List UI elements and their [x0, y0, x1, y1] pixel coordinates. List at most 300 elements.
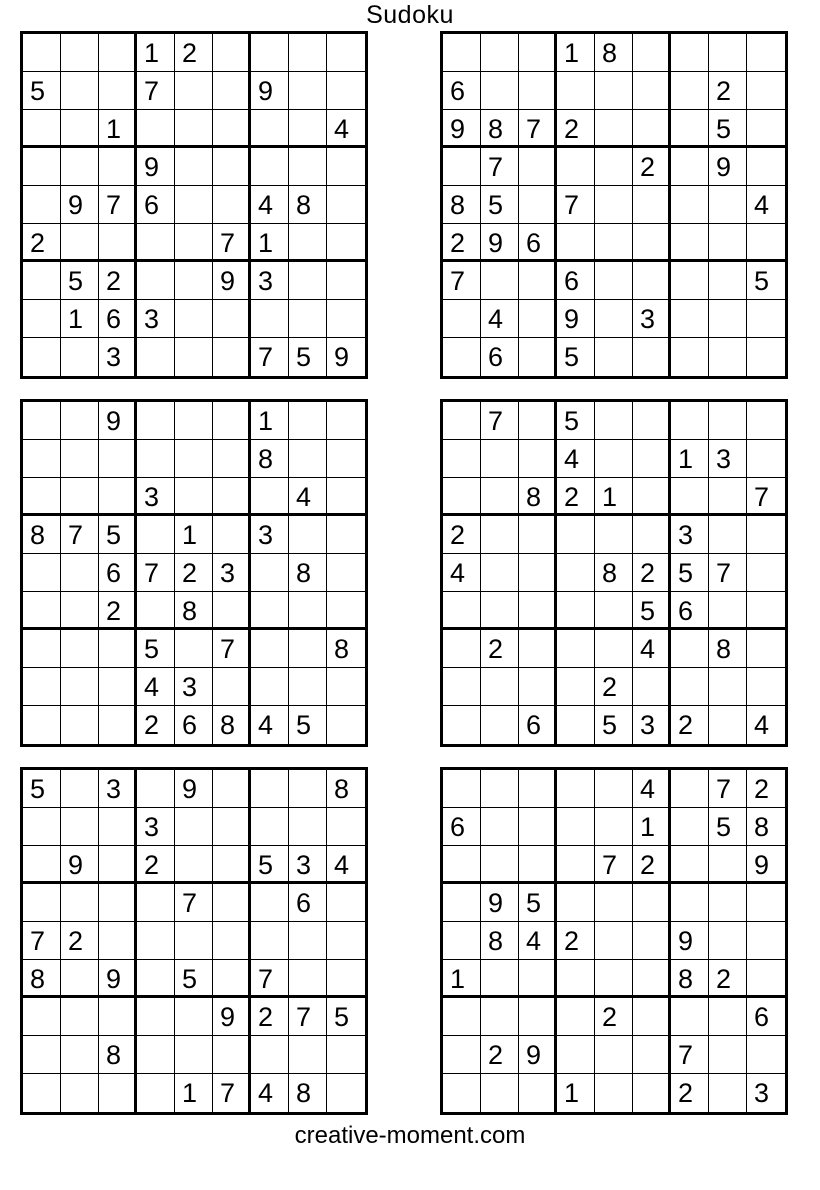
sudoku-cell: 4: [251, 706, 289, 744]
sudoku-cell: [327, 440, 365, 478]
sudoku-cell: [443, 706, 481, 744]
sudoku-cell: [671, 668, 709, 706]
sudoku-cell: 7: [747, 478, 785, 516]
sudoku-cell: [137, 770, 175, 808]
sudoku-cell: [709, 186, 747, 224]
sudoku-cell: [23, 1036, 61, 1074]
sudoku-cell: [23, 592, 61, 630]
sudoku-cell: [633, 998, 671, 1036]
sudoku-cell: [671, 72, 709, 110]
sudoku-cell: [557, 630, 595, 668]
sudoku-cell: 1: [557, 34, 595, 72]
sudoku-cell: 6: [175, 706, 213, 744]
sudoku-cell: 4: [747, 186, 785, 224]
sudoku-cell: [327, 1036, 365, 1074]
sudoku-cell: 3: [99, 338, 137, 376]
sudoku-cell: [557, 960, 595, 998]
sudoku-cell: [671, 224, 709, 262]
sudoku-cell: 3: [213, 554, 251, 592]
sudoku-cell: 8: [213, 706, 251, 744]
sudoku-cell: 2: [175, 554, 213, 592]
sudoku-cell: [251, 808, 289, 846]
sudoku-cell: 7: [519, 110, 557, 148]
sudoku-cell: [213, 846, 251, 884]
sudoku-cell: [61, 808, 99, 846]
sudoku-cell: [289, 34, 327, 72]
sudoku-cell: [251, 884, 289, 922]
sudoku-cell: [99, 224, 137, 262]
sudoku-cell: [595, 630, 633, 668]
sudoku-cell: [481, 34, 519, 72]
sudoku-cell: [443, 440, 481, 478]
sudoku-cell: 3: [289, 846, 327, 884]
sudoku-cell: [213, 440, 251, 478]
sudoku-cell: [481, 960, 519, 998]
sudoku-cell: [327, 884, 365, 922]
sudoku-cell: [443, 884, 481, 922]
sudoku-cell: 5: [137, 630, 175, 668]
sudoku-cell: [443, 402, 481, 440]
sudoku-cell: [595, 884, 633, 922]
sudoku-cell: 1: [251, 402, 289, 440]
sudoku-cell: 7: [213, 630, 251, 668]
sudoku-cell: [709, 1074, 747, 1112]
sudoku-cell: [327, 1074, 365, 1112]
sudoku-cell: 1: [251, 224, 289, 262]
sudoku-cell: [519, 554, 557, 592]
sudoku-cell: [23, 262, 61, 300]
sudoku-cell: [595, 338, 633, 376]
sudoku-cell: 8: [289, 1074, 327, 1112]
sudoku-cell: 5: [709, 808, 747, 846]
sudoku-cell: 8: [289, 554, 327, 592]
puzzle-grid-container: [0, 29, 820, 1115]
sudoku-cell: [175, 186, 213, 224]
sudoku-cell: [251, 668, 289, 706]
sudoku-cell: 9: [137, 148, 175, 186]
sudoku-cell: [519, 592, 557, 630]
sudoku-cell: [481, 592, 519, 630]
sudoku-cell: [481, 478, 519, 516]
sudoku-cell: [633, 516, 671, 554]
sudoku-cell: [443, 770, 481, 808]
sudoku-cell: [671, 478, 709, 516]
sudoku-cell: [213, 668, 251, 706]
sudoku-cell: 3: [251, 262, 289, 300]
sudoku-cell: 2: [671, 706, 709, 744]
sudoku-cell: [99, 478, 137, 516]
sudoku-cell: 8: [289, 186, 327, 224]
sudoku-cell: [519, 338, 557, 376]
sudoku-cell: [671, 846, 709, 884]
sudoku-cell: 6: [481, 338, 519, 376]
sudoku-cell: 1: [595, 478, 633, 516]
sudoku-cell: 7: [213, 224, 251, 262]
sudoku-cell: 2: [633, 554, 671, 592]
sudoku-cell: 2: [443, 516, 481, 554]
sudoku-cell: [747, 554, 785, 592]
sudoku-cell: [99, 148, 137, 186]
sudoku-cell: 9: [99, 960, 137, 998]
sudoku-cell: [23, 630, 61, 668]
sudoku-cell: [137, 262, 175, 300]
sudoku-cell: [137, 922, 175, 960]
sudoku-cell: 3: [671, 516, 709, 554]
sudoku-cell: [519, 630, 557, 668]
sudoku-cell: 2: [747, 770, 785, 808]
sudoku-cell: [23, 1074, 61, 1112]
sudoku-cell: 6: [99, 300, 137, 338]
sudoku-cell: [633, 960, 671, 998]
sudoku-cell: 2: [557, 110, 595, 148]
sudoku-cell: [709, 338, 747, 376]
sudoku-cell: 4: [481, 300, 519, 338]
sudoku-cell: [61, 706, 99, 744]
sudoku-puzzle-5: [20, 767, 368, 1115]
sudoku-cell: [213, 960, 251, 998]
sudoku-cell: [251, 630, 289, 668]
sudoku-cell: [99, 808, 137, 846]
sudoku-cell: [289, 110, 327, 148]
sudoku-cell: [481, 770, 519, 808]
sudoku-cell: [633, 1036, 671, 1074]
sudoku-cell: [251, 110, 289, 148]
sudoku-cell: [671, 998, 709, 1036]
sudoku-cell: 2: [99, 592, 137, 630]
sudoku-cell: [519, 440, 557, 478]
sudoku-cell: [519, 262, 557, 300]
sudoku-cell: [99, 884, 137, 922]
sudoku-cell: [23, 846, 61, 884]
sudoku-cell: [99, 72, 137, 110]
page-title: Sudoku: [366, 1, 454, 29]
sudoku-cell: 2: [557, 478, 595, 516]
sudoku-cell: 9: [709, 148, 747, 186]
sudoku-cell: [443, 630, 481, 668]
sudoku-cell: [633, 186, 671, 224]
sudoku-cell: 5: [671, 554, 709, 592]
sudoku-cell: 3: [709, 440, 747, 478]
sudoku-cell: [289, 262, 327, 300]
sudoku-cell: 7: [481, 402, 519, 440]
sudoku-cell: [519, 998, 557, 1036]
sudoku-cell: 9: [99, 402, 137, 440]
sudoku-cell: 8: [481, 922, 519, 960]
sudoku-cell: [23, 998, 61, 1036]
sudoku-cell: 8: [747, 808, 785, 846]
sudoku-cell: 9: [334, 342, 350, 372]
sudoku-cell: [443, 148, 481, 186]
sudoku-cell: [519, 186, 557, 224]
sudoku-cell: [23, 554, 61, 592]
sudoku-cell: [557, 224, 595, 262]
sudoku-cell: [289, 300, 327, 338]
sudoku-cell: 5: [709, 110, 747, 148]
sudoku-cell: [61, 668, 99, 706]
sudoku-cell: 2: [137, 706, 175, 744]
sudoku-cell: [519, 300, 557, 338]
sudoku-cell: 2: [557, 922, 595, 960]
sudoku-cell: [23, 706, 61, 744]
sudoku-cell: 6: [443, 72, 481, 110]
sudoku-cell: 5: [175, 960, 213, 998]
sudoku-cell: [633, 884, 671, 922]
sudoku-cell: [443, 478, 481, 516]
sudoku-cell: [61, 770, 99, 808]
sudoku-cell: [747, 110, 785, 148]
sudoku-cell: [213, 148, 251, 186]
sudoku-cell: 2: [595, 998, 633, 1036]
sudoku-cell: 3: [137, 808, 175, 846]
sudoku-cell: [99, 630, 137, 668]
sudoku-cell: [175, 262, 213, 300]
sudoku-cell: [175, 1036, 213, 1074]
sudoku-cell: [595, 148, 633, 186]
sudoku-cell: 9: [213, 262, 251, 300]
sudoku-cell: [747, 592, 785, 630]
sudoku-cell: [595, 1036, 633, 1074]
sudoku-cell: [289, 592, 327, 630]
sudoku-cell: [327, 706, 365, 744]
sudoku-cell: [289, 402, 327, 440]
sudoku-cell: [633, 338, 671, 376]
sudoku-cell: [61, 338, 99, 376]
sudoku-cell: [633, 34, 671, 72]
sudoku-cell: 7: [61, 516, 99, 554]
sudoku-puzzle-2: [440, 31, 788, 379]
sudoku-cell: [61, 960, 99, 998]
sudoku-cell: [519, 72, 557, 110]
sudoku-cell: [557, 668, 595, 706]
sudoku-cell: 9: [481, 224, 519, 262]
sudoku-cell: [747, 72, 785, 110]
sudoku-cell: [633, 1074, 671, 1112]
sudoku-cell: 1: [443, 960, 481, 998]
sudoku-cell: [747, 668, 785, 706]
sudoku-puzzle-4: [440, 399, 788, 747]
sudoku-cell: 4: [289, 478, 327, 516]
sudoku-cell: 8: [595, 554, 633, 592]
sudoku-cell: [595, 110, 633, 148]
sudoku-cell: 3: [251, 516, 289, 554]
sudoku-cell: [289, 1036, 327, 1074]
sudoku-cell: [481, 516, 519, 554]
sudoku-cell: [633, 922, 671, 960]
sudoku-cell: [289, 224, 327, 262]
sudoku-cell: 4: [633, 630, 671, 668]
sudoku-cell: 1: [557, 1074, 595, 1112]
sudoku-cell: [213, 34, 251, 72]
sudoku-cell: [289, 516, 327, 554]
sudoku-cell: [747, 402, 785, 440]
sudoku-cell: [99, 706, 137, 744]
sudoku-cell: [595, 440, 633, 478]
sudoku-cell: [709, 402, 747, 440]
sudoku-cell: [595, 224, 633, 262]
sudoku-cell: [251, 148, 289, 186]
sudoku-cell: [709, 1036, 747, 1074]
sudoku-cell: [61, 630, 99, 668]
sudoku-cell: [481, 846, 519, 884]
sudoku-cell: [747, 922, 785, 960]
sudoku-cell: [595, 72, 633, 110]
sudoku-cell: [327, 922, 365, 960]
sudoku-cell: [137, 592, 175, 630]
sudoku-cell: 3: [137, 478, 175, 516]
sudoku-cell: [595, 1074, 633, 1112]
sudoku-cell: [595, 592, 633, 630]
sudoku-cell: 1: [137, 34, 175, 72]
sudoku-cell: [327, 402, 365, 440]
sudoku-cell: [557, 72, 595, 110]
sudoku-cell: [289, 922, 327, 960]
sudoku-cell: 7: [213, 1074, 251, 1112]
sudoku-cell: 8: [519, 478, 557, 516]
sudoku-cell: [747, 300, 785, 338]
sudoku-cell: [557, 706, 595, 744]
sudoku-cell: [23, 808, 61, 846]
sudoku-cell: [137, 516, 175, 554]
sudoku-cell: [709, 478, 747, 516]
sudoku-cell: [175, 300, 213, 338]
sudoku-cell: [481, 72, 519, 110]
sudoku-cell: [557, 516, 595, 554]
sudoku-cell: 9: [671, 922, 709, 960]
sudoku-cell: [99, 922, 137, 960]
sudoku-cell: [595, 770, 633, 808]
sudoku-cell: 2: [481, 630, 519, 668]
sudoku-cell: [99, 846, 137, 884]
sudoku-cell: [289, 770, 327, 808]
sudoku-cell: [709, 668, 747, 706]
sudoku-cell: [443, 846, 481, 884]
sudoku-cell: [175, 846, 213, 884]
sudoku-cell: 5: [519, 884, 557, 922]
sudoku-cell: [709, 262, 747, 300]
sudoku-cell: 9: [61, 846, 99, 884]
sudoku-cell: [137, 110, 175, 148]
sudoku-cell: [23, 402, 61, 440]
sudoku-cell: [709, 706, 747, 744]
sudoku-cell: [633, 262, 671, 300]
sudoku-cell: 4: [251, 1074, 289, 1112]
sudoku-cell: [709, 224, 747, 262]
sudoku-cell: [557, 592, 595, 630]
sudoku-cell: 8: [481, 110, 519, 148]
sudoku-cell: [747, 440, 785, 478]
sudoku-cell: [671, 770, 709, 808]
sudoku-cell: 2: [709, 960, 747, 998]
sudoku-cell: 6: [137, 186, 175, 224]
sudoku-cell: [327, 72, 365, 110]
sudoku-cell: 6: [519, 706, 557, 744]
sudoku-cell: [61, 884, 99, 922]
sudoku-cell: 7: [595, 846, 633, 884]
sudoku-cell: 5: [99, 516, 137, 554]
sudoku-cell: [213, 592, 251, 630]
sudoku-cell: [557, 808, 595, 846]
sudoku-cell: [137, 440, 175, 478]
sudoku-cell: 5: [595, 706, 633, 744]
sudoku-cell: [443, 922, 481, 960]
sudoku-cell: 2: [23, 224, 61, 262]
sudoku-cell: [213, 884, 251, 922]
sudoku-cell: [557, 148, 595, 186]
sudoku-cell: [443, 668, 481, 706]
sudoku-cell: [595, 186, 633, 224]
sudoku-cell: [289, 72, 327, 110]
sudoku-cell: [443, 34, 481, 72]
sudoku-cell: [595, 960, 633, 998]
sudoku-cell: 1: [671, 440, 709, 478]
sudoku-cell: [251, 592, 289, 630]
sudoku-cell: [481, 668, 519, 706]
sudoku-cell: 9: [747, 846, 785, 884]
sudoku-cell: 5: [23, 72, 61, 110]
sudoku-cell: 3: [754, 1078, 770, 1108]
sudoku-cell: 5: [327, 998, 365, 1036]
sudoku-cell: 1: [99, 110, 137, 148]
sudoku-cell: 6: [747, 998, 785, 1036]
sudoku-cell: [213, 808, 251, 846]
sudoku-cell: [481, 1074, 519, 1112]
sudoku-cell: 4: [443, 554, 481, 592]
sudoku-cell: [23, 300, 61, 338]
sudoku-cell: [175, 440, 213, 478]
sudoku-cell: 4: [251, 186, 289, 224]
sudoku-cell: 9: [61, 186, 99, 224]
sudoku-cell: [557, 846, 595, 884]
sudoku-cell: [61, 478, 99, 516]
sudoku-cell: 4: [137, 668, 175, 706]
sudoku-cell: 9: [251, 72, 289, 110]
sudoku-cell: 2: [595, 668, 633, 706]
sudoku-cell: [671, 884, 709, 922]
sudoku-cell: [213, 402, 251, 440]
sudoku-cell: [213, 516, 251, 554]
sudoku-cell: [213, 770, 251, 808]
sudoku-cell: 8: [709, 630, 747, 668]
sudoku-cell: [481, 808, 519, 846]
sudoku-cell: [443, 998, 481, 1036]
sudoku-cell: 9: [443, 110, 481, 148]
sudoku-cell: [519, 668, 557, 706]
sudoku-cell: 2: [633, 846, 671, 884]
sudoku-cell: [251, 770, 289, 808]
sudoku-cell: [99, 668, 137, 706]
sudoku-cell: [557, 554, 595, 592]
sudoku-cell: [23, 186, 61, 224]
sudoku-cell: 2: [137, 846, 175, 884]
sudoku-cell: 5: [747, 262, 785, 300]
sudoku-cell: 7: [23, 922, 61, 960]
sudoku-cell: [175, 998, 213, 1036]
sudoku-cell: 7: [481, 148, 519, 186]
sudoku-cell: [175, 224, 213, 262]
sudoku-cell: [289, 440, 327, 478]
sudoku-cell: [327, 34, 365, 72]
footer-watermark: creative-moment.com: [294, 1122, 526, 1149]
sudoku-cell: [61, 72, 99, 110]
sudoku-cell: 7: [709, 554, 747, 592]
sudoku-cell: [595, 808, 633, 846]
sudoku-cell: [519, 402, 557, 440]
sudoku-cell: [137, 1074, 175, 1112]
sudoku-cell: 6: [289, 884, 327, 922]
sudoku-cell: 4: [519, 922, 557, 960]
sudoku-cell: 6: [443, 808, 481, 846]
sudoku-cell: [23, 478, 61, 516]
